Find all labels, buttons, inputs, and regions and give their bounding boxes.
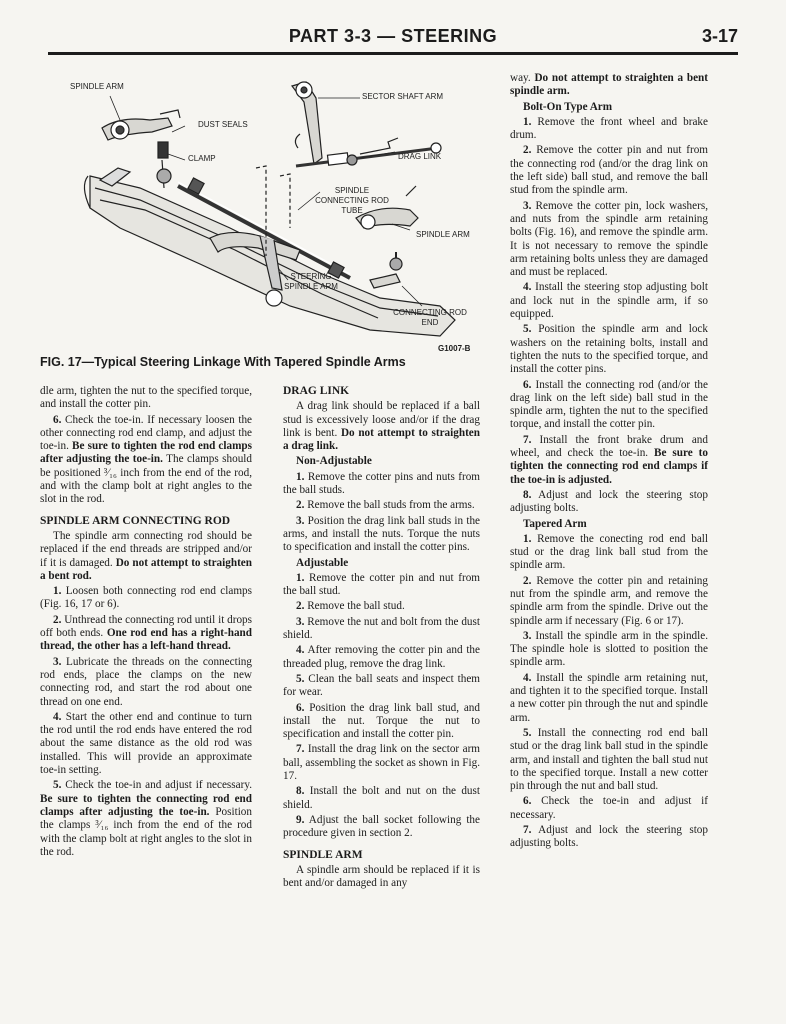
step: 1. Remove the conecting rod end ball stud or the drag link ball stud from the spindle arm. — [510, 532, 708, 572]
page-header — [48, 22, 738, 56]
paragraph: The spindle arm connecting rod should be replaced if the end threads are stripped and/or if it is damaged. Do not attempt to straighten a bent rod. — [40, 529, 252, 582]
label-dust-seals: DUST SEALS — [198, 120, 248, 129]
step: 2. Remove the cotter pin and retaining nut from the spindle arm, and remove the spindle arm from the spindle. Drive out the spindle arm if necessary (Fig. 6 or 17). — [510, 574, 708, 627]
step: 8. Install the bolt and nut on the dust shield. — [283, 785, 480, 811]
step: 3. Remove the nut and bolt from the dust shield. — [283, 615, 480, 642]
step: 3. Lubricate the threads on the connecting rod ends, place the clamps on the new connecting rod, and start the rod about one thread on one end. — [40, 655, 252, 708]
step: 1. Remove the front wheel and brake drum. — [510, 115, 708, 142]
section-heading: SPINDLE ARM CONNECTING ROD — [40, 514, 231, 527]
step: 7. Install the drag link on the sector arm ball, assembling the socket as shown in Fig. 17. — [283, 743, 480, 783]
step: 3. Position the drag link ball studs in the arms, and install the nuts. Torque the nuts to specification and install the cotter pins. — [283, 514, 480, 554]
step: 5. Position the spindle arm and lock washers on the retaining bolts, install and tighten the nuts to the specified torque, and install the cotter pins. — [510, 323, 708, 376]
step: 2. Unthread the connecting rod until it drops off both ends. One rod end has a right-hand thread, the other has a left-hand thread. — [40, 613, 252, 653]
step: 2. Remove the ball stud. — [296, 600, 405, 613]
step: 7. Install the front brake drum and wheel, and check the toe-in. Be sure to tighten the connecting rod end clamps if the toe-in is adjusted. — [510, 433, 708, 486]
figure-caption: FIG. 17—Typical Steering Linkage With Tapered Spindle Arms — [40, 355, 406, 369]
step: 1. Loosen both connecting rod end clamps (Fig. 16, 17 or 6). — [40, 585, 252, 611]
step: 4. Install the steering stop adjusting bolt and lock nut in the spindle arm, if so equipped. — [510, 281, 708, 321]
step: 2. Remove the ball studs from the arms. — [296, 499, 475, 512]
subsection-heading: Adjustable — [296, 556, 349, 569]
step: 5. Clean the ball seats and inspect them for wear. — [283, 672, 480, 699]
section-heading: DRAG LINK — [283, 385, 350, 397]
step: 9. Adjust the ball socket following the procedure given in section 2. — [283, 813, 480, 840]
figure-code: G1007-B — [438, 344, 471, 353]
step: 6. Install the connecting rod (and/or the drag link on the left side) ball stud in the spindle arm, tighten the nut to the specified torque, and install the cotter pin. — [510, 378, 708, 431]
label-spindle-arm-right: SPINDLE ARM — [416, 230, 470, 239]
label-steering-spindle-arm: STEERING SPINDLE ARM — [284, 272, 338, 291]
step: 5. Install the connecting rod end ball stud or the drag link ball stud in the spindle arm, and install and tighten the ball stud nut to the specified torque. Install a new cotter pin through the nut and ball stud. — [510, 726, 708, 793]
step: 5. Check the toe-in and adjust if necessary. Be sure to tighten the connecting rod end clamps after adjusting the toe-in. Position the clamps ³⁄₁₆ inch from the end of the rod with the clamp bolt at right angles to the slot in the rod. — [40, 779, 252, 858]
step: 4. Start the other end and continue to turn the rod until the rod ends have entered the rod about the same distance as the old rod was installed. This will provide an approximate toe-in setting. — [40, 710, 252, 777]
page-number: 3-17 — [701, 26, 738, 46]
step: 1. Remove the cotter pin and nut from the ball stud. — [283, 571, 480, 598]
step: 8. Adjust and lock the steering stop adjusting bolts. — [510, 488, 708, 515]
step: 6. Check the toe-in and adjust if necessary. — [510, 795, 708, 821]
column-3 — [510, 72, 708, 853]
header-rule — [48, 52, 738, 55]
step: 4. After removing the cotter pin and the threaded plug, remove the drag link. — [283, 644, 480, 670]
paragraph: A spindle arm should be replaced if it is bent and/or damaged in any — [283, 863, 480, 890]
step: 3. Install the spindle arm in the spindle. The spindle hole is slotted to position the spindle arm. — [510, 629, 708, 669]
label-clamp: CLAMP — [188, 154, 216, 163]
step: 6. Position the drag link ball stud, and install the nut. Torque the nut to specification and install the cotter pin. — [283, 701, 480, 741]
paragraph: way. Do not attempt to straighten a bent spindle arm. — [510, 72, 708, 98]
subsection-heading: Non-Adjustable — [296, 455, 372, 468]
subsection-heading: Bolt-On Type Arm — [523, 100, 613, 113]
page-title: PART 3-3 — STEERING — [288, 26, 498, 46]
section-heading: SPINDLE ARM — [283, 848, 363, 861]
steering-linkage-figure — [60, 68, 490, 358]
column-1 — [40, 385, 252, 861]
paragraph: A drag link should be replaced if a ball stud is excessively loose and/or if the drag link is bent. Do not attempt to straighten a drag link. — [283, 400, 480, 453]
subsection-heading: Tapered Arm — [523, 517, 587, 530]
step: 3. Remove the cotter pin, lock washers, and nuts from the spindle arm retaining bolts (Fig. 16), and remove the spindle arm. It is not necessary to remove the spindle arm retaining bolts unless they are damaged and must be replaced. — [510, 199, 708, 279]
paragraph: 6. Check the toe-in. If necessary loosen the other connecting rod end clamp, and adjust the toe-in. Be sure to tighten the rod end clamps after adjusting the toe-in. The clamps should be positioned ³⁄₁₆ inch from the end of the rod, and with the clamp bolt at right angles to the slot in the rod. — [40, 413, 252, 506]
step: 2. Remove the cotter pin and nut from the connecting rod (and/or the drag link on the left side) ball stud, and remove the ball stud from the spindle arm. — [510, 144, 708, 197]
label-sector-shaft-arm: SECTOR SHAFT ARM — [362, 92, 444, 101]
paragraph: dle arm, tighten the nut to the specified torque, and install the cotter pin. — [40, 385, 252, 411]
step: 1. Remove the cotter pins and nuts from the ball studs. — [283, 470, 480, 497]
column-2 — [283, 385, 480, 892]
step: 4. Install the spindle arm retaining nut, and tighten it to the specified torque. Install a new cotter pin through the nut and spindle arm. — [510, 671, 708, 724]
label-connecting-rod-end: CONNECTING ROD END — [393, 308, 467, 327]
step: 7. Adjust and lock the steering stop adjusting bolts. — [510, 824, 708, 850]
label-spindle-arm-top: SPINDLE ARM — [70, 82, 124, 91]
label-spindle-connecting-rod-tube: SPINDLE CONNECTING ROD TUBE — [315, 186, 389, 215]
label-drag-link: DRAG LINK — [398, 152, 442, 161]
